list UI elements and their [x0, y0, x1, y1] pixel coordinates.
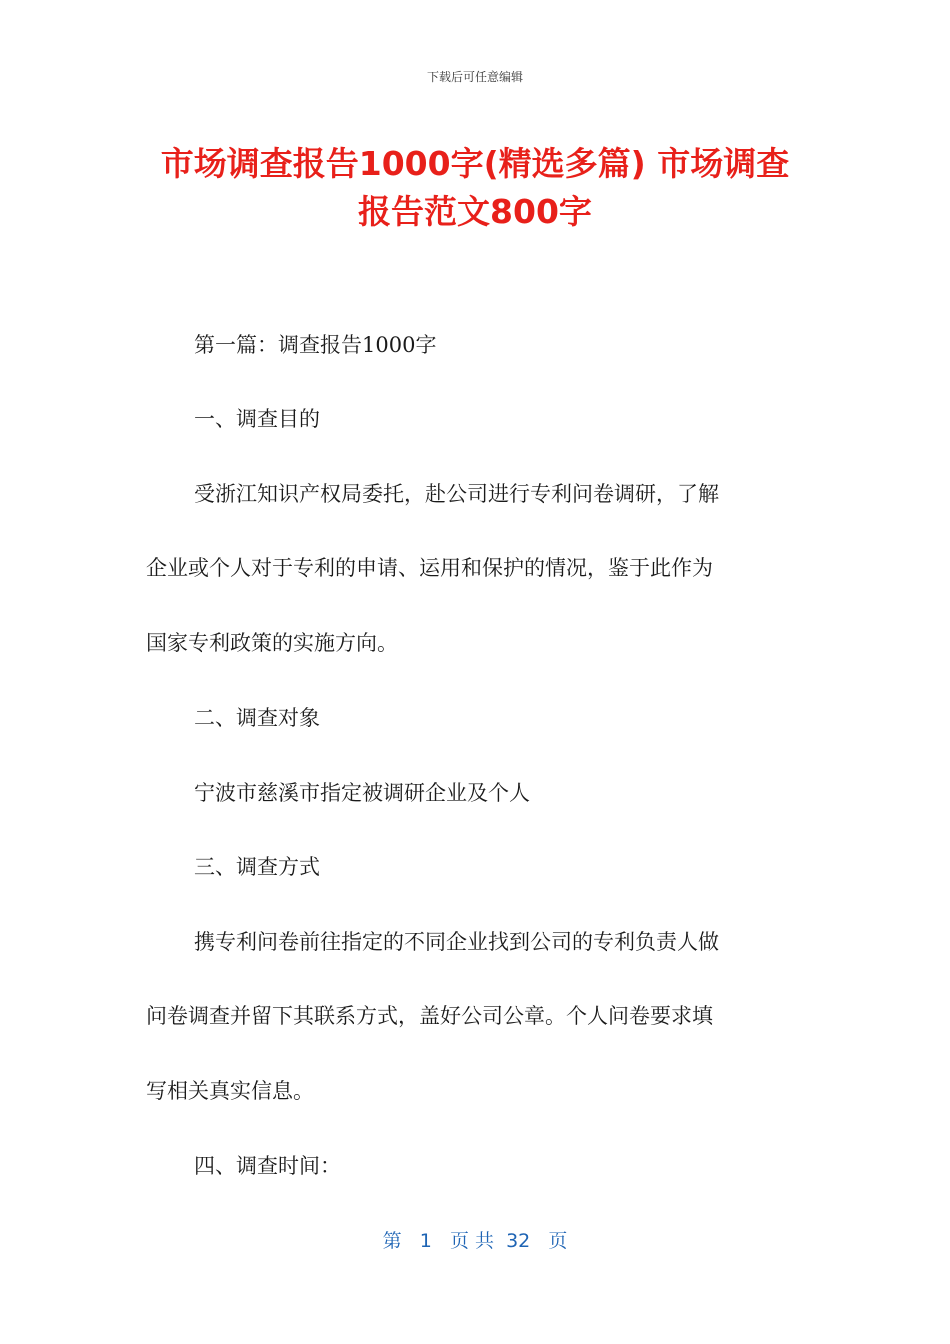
title-line-1: 市场调查报告1000字(精选多篇) 市场调查: [160, 144, 790, 183]
document-title: [120, 140, 830, 236]
paragraph-method-line-1: 携专利问卷前往指定的不同企业找到公司的专利负责人做: [194, 930, 719, 954]
section-heading-part-one: 第一篇：调查报告1000字: [194, 333, 437, 357]
paragraph-method-line-2: 问卷调查并留下其联系方式，盖好公司公章。个人问卷要求填: [146, 1004, 713, 1028]
header-note: 下载后可任意编辑: [426, 70, 523, 84]
section-heading-purpose: 一、调查目的: [194, 407, 320, 431]
section-heading-method: 三、调查方式: [194, 855, 320, 879]
page-number-footer: 第 1 页 共 32 页: [382, 1230, 568, 1252]
section-heading-subject: 二、调查对象: [194, 706, 320, 730]
paragraph-subject: 宁波市慈溪市指定被调研企业及个人: [194, 781, 530, 805]
section-heading-time: 四、调查时间：: [194, 1154, 341, 1178]
title-line-2: 报告范文800字: [358, 192, 592, 231]
paragraph-purpose-line-3: 国家专利政策的实施方向。: [146, 631, 398, 655]
paragraph-method-line-3: 写相关真实信息。: [146, 1079, 314, 1103]
paragraph-purpose-line-2: 企业或个人对于专利的申请、运用和保护的情况，鉴于此作为: [146, 556, 713, 580]
paragraph-purpose-line-1: 受浙江知识产权局委托，赴公司进行专利问卷调研，了解: [194, 482, 719, 506]
